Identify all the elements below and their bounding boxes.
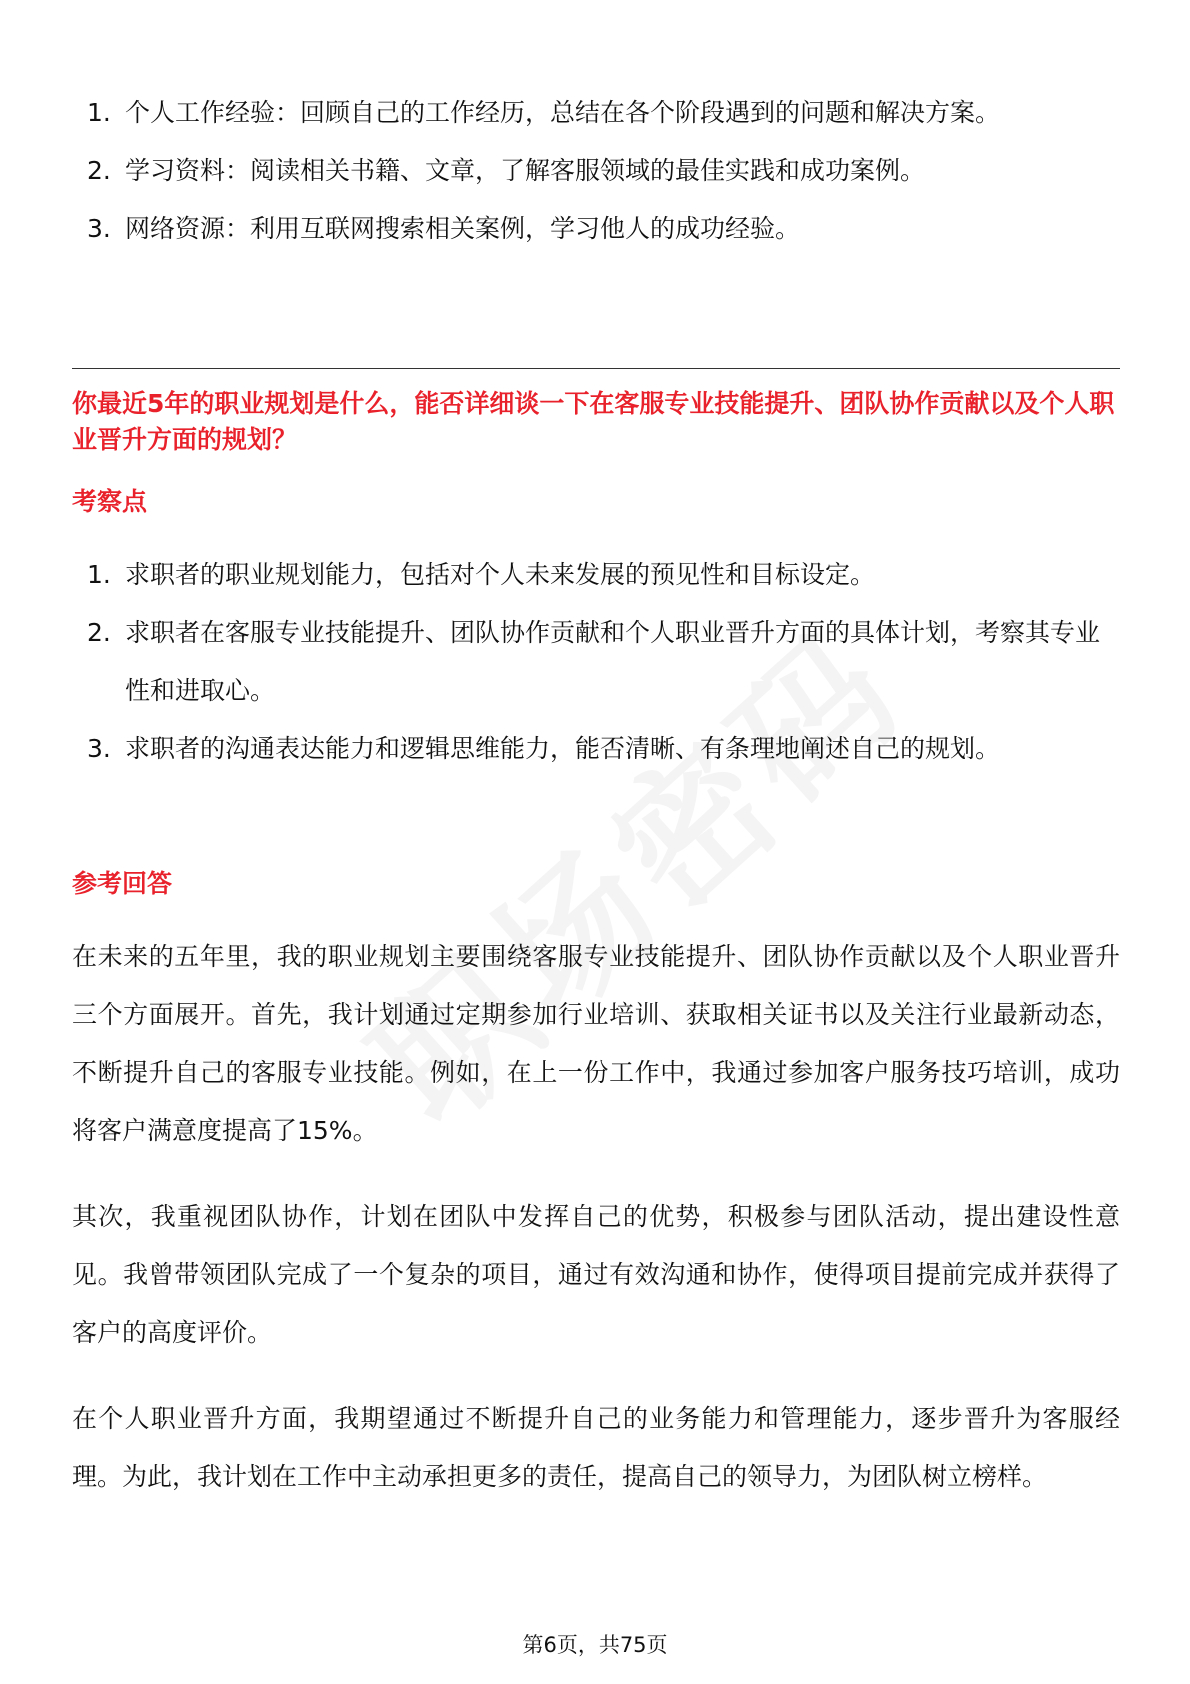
answer-paragraph-3: 在个人职业晋升方面，我期望通过不断提升自己的业务能力和管理能力，逐步晋升为客服经理。为此，我计划在工作中主动承担更多的责任，提高自己的领导力，为团队树立榜样。 [72, 1404, 1120, 1491]
list-item [72, 720, 1120, 778]
list-item [72, 200, 1120, 258]
section-divider [72, 368, 1120, 369]
answer-paragraph-2: 其次，我重视团队协作，计划在团队中发挥自己的优势，积极参与团队活动，提出建设性意见。我曾带领团队完成了一个复杂的项目，通过有效沟通和协作，使得项目提前完成并获得了客户的高度评价。 [72, 1202, 1120, 1347]
list-item-text: 求职者的沟通表达能力和逻辑思维能力，能否清晰、有条理地阐述自己的规划。 [125, 734, 1001, 763]
list-item [72, 604, 1120, 720]
list-item-text: 个人工作经验：回顾自己的工作经历，总结在各个阶段遇到的问题和解决方案。 [125, 98, 1001, 127]
list-item [72, 546, 1120, 604]
list-item-number: 2. [87, 618, 111, 647]
kaocha-numbered-list [72, 546, 1120, 778]
list-item-number: 3. [87, 214, 111, 243]
list-item-number: 1. [87, 98, 111, 127]
page-footer: 第6页，共75页 [522, 1633, 668, 1657]
list-item-text: 求职者在客服专业技能提升、团队协作贡献和个人职业晋升方面的具体计划，考察其专业性和进取心。 [125, 618, 1101, 705]
list-item-number: 2. [87, 156, 111, 185]
list-item-text: 网络资源：利用互联网搜索相关案例，学习他人的成功经验。 [125, 214, 801, 243]
document-page [72, 0, 1120, 1684]
list-item [72, 142, 1120, 200]
interview-question: 你最近5年的职业规划是什么，能否详细谈一下在客服专业技能提升、团队协作贡献以及个人职业晋升方面的规划？ [72, 389, 1115, 454]
answer-paragraph-1: 在未来的五年里，我的职业规划主要围绕客服专业技能提升、团队协作贡献以及个人职业晋升三个方面展开。首先，我计划通过定期参加行业培训、获取相关证书以及关注行业最新动态，不断提升自己的客服专业技能。例如，在上一份工作中，我通过参加客户服务技巧培训，成功将客户满意度提高了15%。 [72, 942, 1120, 1145]
list-item-number: 3. [87, 734, 111, 763]
section-title-cankao: 参考回答 [72, 869, 173, 898]
list-item-text: 学习资料：阅读相关书籍、文章，了解客服领域的最佳实践和成功案例。 [125, 156, 926, 185]
top-numbered-list [72, 84, 1120, 258]
list-item [72, 84, 1120, 142]
list-item-text: 求职者的职业规划能力，包括对个人未来发展的预见性和目标设定。 [125, 560, 876, 589]
section-title-kaocha: 考察点 [72, 487, 148, 516]
list-item-number: 1. [87, 560, 111, 589]
